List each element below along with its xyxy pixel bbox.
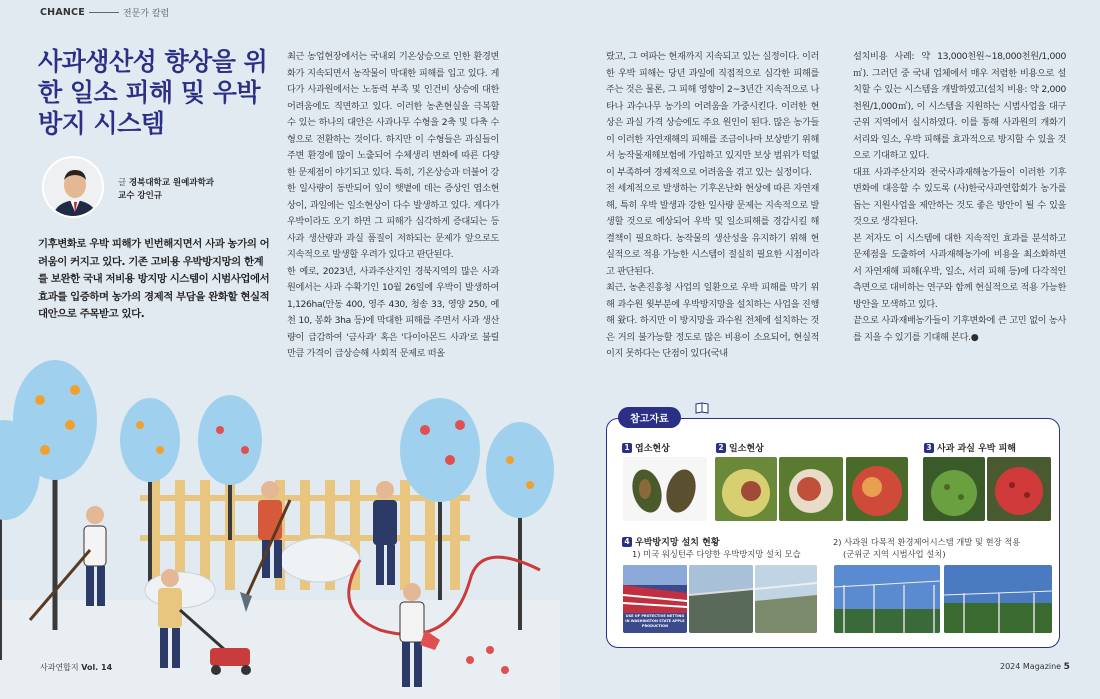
- photo-sunburn-1: [715, 457, 777, 521]
- author-name: 교수 강인규: [118, 191, 163, 201]
- reference-tag: 참고자료: [618, 407, 681, 428]
- reference-sub-1: 1) 미국 워싱턴주 다양한 우박방지망 설치 모습: [632, 549, 801, 559]
- article-title: 사과생산성 향상을 위한 일소 피해 및 우박방지 시스템: [38, 47, 268, 138]
- photo-hail-1: [923, 457, 985, 521]
- header-divider: [89, 12, 119, 13]
- reference-sub-2a: 2) 사과원 다목적 환경제어시스템 개발 및 현장 적용: [833, 537, 1021, 547]
- paragraph: 최근, 농촌진흥청 사업의 일환으로 우박 피해를 막기 위해 과수원 윗부분에 우박방지망을 설치하는 사업을 진행해 왔다. 하지만 이 방지망을 과수원 전체에 설치하는 것은 거의 불가능할 정도로 많은 비용이 소요되어, 현실적이지 못하다는 단점이 있다(국내: [606, 282, 819, 359]
- paragraph: 대표 사과주산지와 전국사과재해농가들이 이러한 기후변화에 대응할 수 있도록 (사)한국사과연합회가 농가를 돕는 지원사업을 제안하는 것도 좋은 방안이 될 수 있을 것으로 생각된다.: [853, 166, 1066, 227]
- photo-sunburn-3: [846, 457, 908, 521]
- header-section: 전문가 칼럼: [122, 9, 170, 19]
- reference-item-1: [622, 441, 670, 454]
- footer-right: [1000, 662, 1070, 672]
- item-label: 우박방지망 설치 현황: [635, 538, 720, 548]
- reference-item-4: [622, 535, 720, 548]
- photo-netting-cover: [623, 565, 687, 633]
- photo-system-1: [834, 565, 940, 633]
- author-info: [118, 177, 214, 203]
- paragraph: 최근 농업현장에서는 국내외 기온상승으로 인한 환경변화가 지속되면서 농작물이 막대한 피해를 입고 있다. 게다가 사과원에서는 노동력 부족 및 인건비 상승에 대한 어려움에도 직면하고 있다. 이러한 농촌현실을 극복할 수 있는 하나의 대안은 사과나무 수형을 2축 및 다축 수형으로 전환하는 것이다. 하지만 이 수형들은 과실들이 주변 환경에 많이 노출되어 수체생리 변화에 따른 다양한 문제점이 야기되고 있다. 특히, 기온상승과 더불어 강한 일사량이 동반되어 잎이 햇볕에 데는 증상인 엽소현상이, 과일에는 일소현상이 다수 발생하고 있다. 게다가 우박이라도 오기 하면 그 피해가 심각하게 증대되는 등 사과 생산량과 과실 품질이 저하되는 문제가 앞으로도 지속적으로 발생할 우려가 있다고 판단된다.: [287, 51, 499, 260]
- photo-hail-2: [987, 457, 1051, 521]
- paragraph: [853, 313, 1066, 346]
- item-number: 3: [924, 443, 934, 453]
- closing-text: 끝으로 사과재배농가들이 기후변화에 큰 고민 없이 농사를 지을 수 있기를 기대해 본다.: [853, 315, 1066, 343]
- photo-netting-3: [755, 565, 817, 633]
- photo-netting-2: [689, 565, 753, 633]
- photo-leaf-scorch: [623, 457, 707, 521]
- footer-publication: 사과연합지: [40, 663, 82, 672]
- item-label: 일소현상: [729, 444, 764, 454]
- item-number: 4: [622, 537, 632, 547]
- reference-item-3: [924, 441, 1016, 454]
- paragraph: 전 세계적으로 발생하는 기후온난화 현상에 따른 자연재해, 특히 우박 발생과 강한 일사량 문제는 지속적으로 발생할 것으로 예상되어 우박 및 일소피해를 경감시킬 해결책이 필요하다. 농작물의 생산성을 유지하기 위해 현실적으로 적용 가능한 시스템이 절실히 필요한 시점이라고 판단된다.: [606, 183, 819, 277]
- photo-sunburn-2: [779, 457, 843, 521]
- paragraph: 랐고, 그 여파는 현재까지 지속되고 있는 실정이다. 이러한 우박 피해는 당년 과일에 직접적으로 심각한 피해를 주는 것은 물론, 그 피해 영향이 2~3년간 지속적으로 나타나 과수나무 농가의 어려움을 가중시킨다. 이러한 현상은 과실 가격 상승에도 주요 원인이 된다. 많은 농가들이 이러한 자연재해의 피해를 조금이나마 보상받기 위해서 농작물재해보험에 가입하고 있지만 보상 범위가 턱없이 부족하여 경제적으로 어려움을 겪고 있는 실정이다.: [606, 51, 819, 178]
- item-label: 엽소현상: [635, 444, 670, 454]
- book-icon: [694, 400, 710, 416]
- author-prefix: 글: [118, 178, 129, 188]
- footer-volume: Vol. 14: [81, 663, 113, 672]
- author-affiliation: 경북대학교 원예과학과: [128, 178, 214, 188]
- body-column-3: [853, 49, 1066, 346]
- photo-system-2: [944, 565, 1052, 633]
- photo-caption: USE OF PROTECTIVE NETTING IN WASHINGTON STATE APPLE PRODUCTION: [625, 614, 685, 628]
- header-brand: CHANCE: [40, 7, 85, 18]
- paragraph: 한 예로, 2023년, 사과주산지인 경북지역의 많은 사과원에서는 사과 수확기인 10월 26일에 우박이 발생하여 1,126ha(안동 400, 영주 430, 청송 33, 영양 250, 예천 10, 봉화 3ha 등)에 막대한 피해를 주면서 사과 생산량이 급감하여 '금사과' 혹은 '다이아몬드 사과'로 불릴 만큼 가격이 급상승해 사회적 문제로 떠올: [287, 265, 499, 359]
- footer-left: [40, 662, 112, 673]
- page-header: [40, 6, 169, 19]
- paragraph: 설치비용 사례: 약 13,000천원~18,000천원/1,000㎡). 그러던 중 국내 업체에서 매우 저렴한 비용으로 설치할 수 있는 시스템을 개발하였고(설치 비용: 약 2,000천원/1,000㎡), 이 시스템을 지원하는 시범사업을 대구 군위 지역에서 실시하였다. 이를 통해 사과원의 개화기 서리와 일소, 우박 피해를 효과적으로 방지할 수 있을 것으로 기대하고 있다.: [853, 51, 1066, 161]
- end-mark-icon: ●: [970, 331, 979, 343]
- author-avatar: [42, 156, 104, 218]
- reference-item-2: [716, 441, 764, 454]
- orchard-illustration: [0, 330, 560, 699]
- footer-magazine: 2024 Magazine: [1000, 662, 1064, 671]
- page-number: 5: [1063, 662, 1070, 672]
- item-label: 사과 과실 우박 피해: [937, 444, 1016, 454]
- item-number: 2: [716, 443, 726, 453]
- body-column-2: [606, 49, 819, 363]
- paragraph: 본 저자도 이 시스템에 대한 지속적인 효과를 분석하고 문제점을 도출하여 사과재해농가에 비용을 최소화하면서 자연재해 피해(우박, 일소, 서리 피해 등)에 다각적인 측면으로 대비하는 연구와 함께 현실적으로 적용 가능한 방안을 모색하고 있다.: [853, 232, 1066, 310]
- reference-sub-2b: (군위군 지역 시범사업 설치): [843, 549, 946, 559]
- item-number: 1: [622, 443, 632, 453]
- article-lead: 기후변화로 우박 피해가 빈번해지면서 사과 농가의 어려움이 커지고 있다. 기존 고비용 우박방지망의 한계를 보완한 국내 저비용 방지망 시스템이 시범사업에서 효과를 입증하며 농가의 경제적 부담을 완화할 현실적 대안으로 주목받고 있다.: [38, 238, 270, 321]
- body-column-1: [287, 49, 499, 363]
